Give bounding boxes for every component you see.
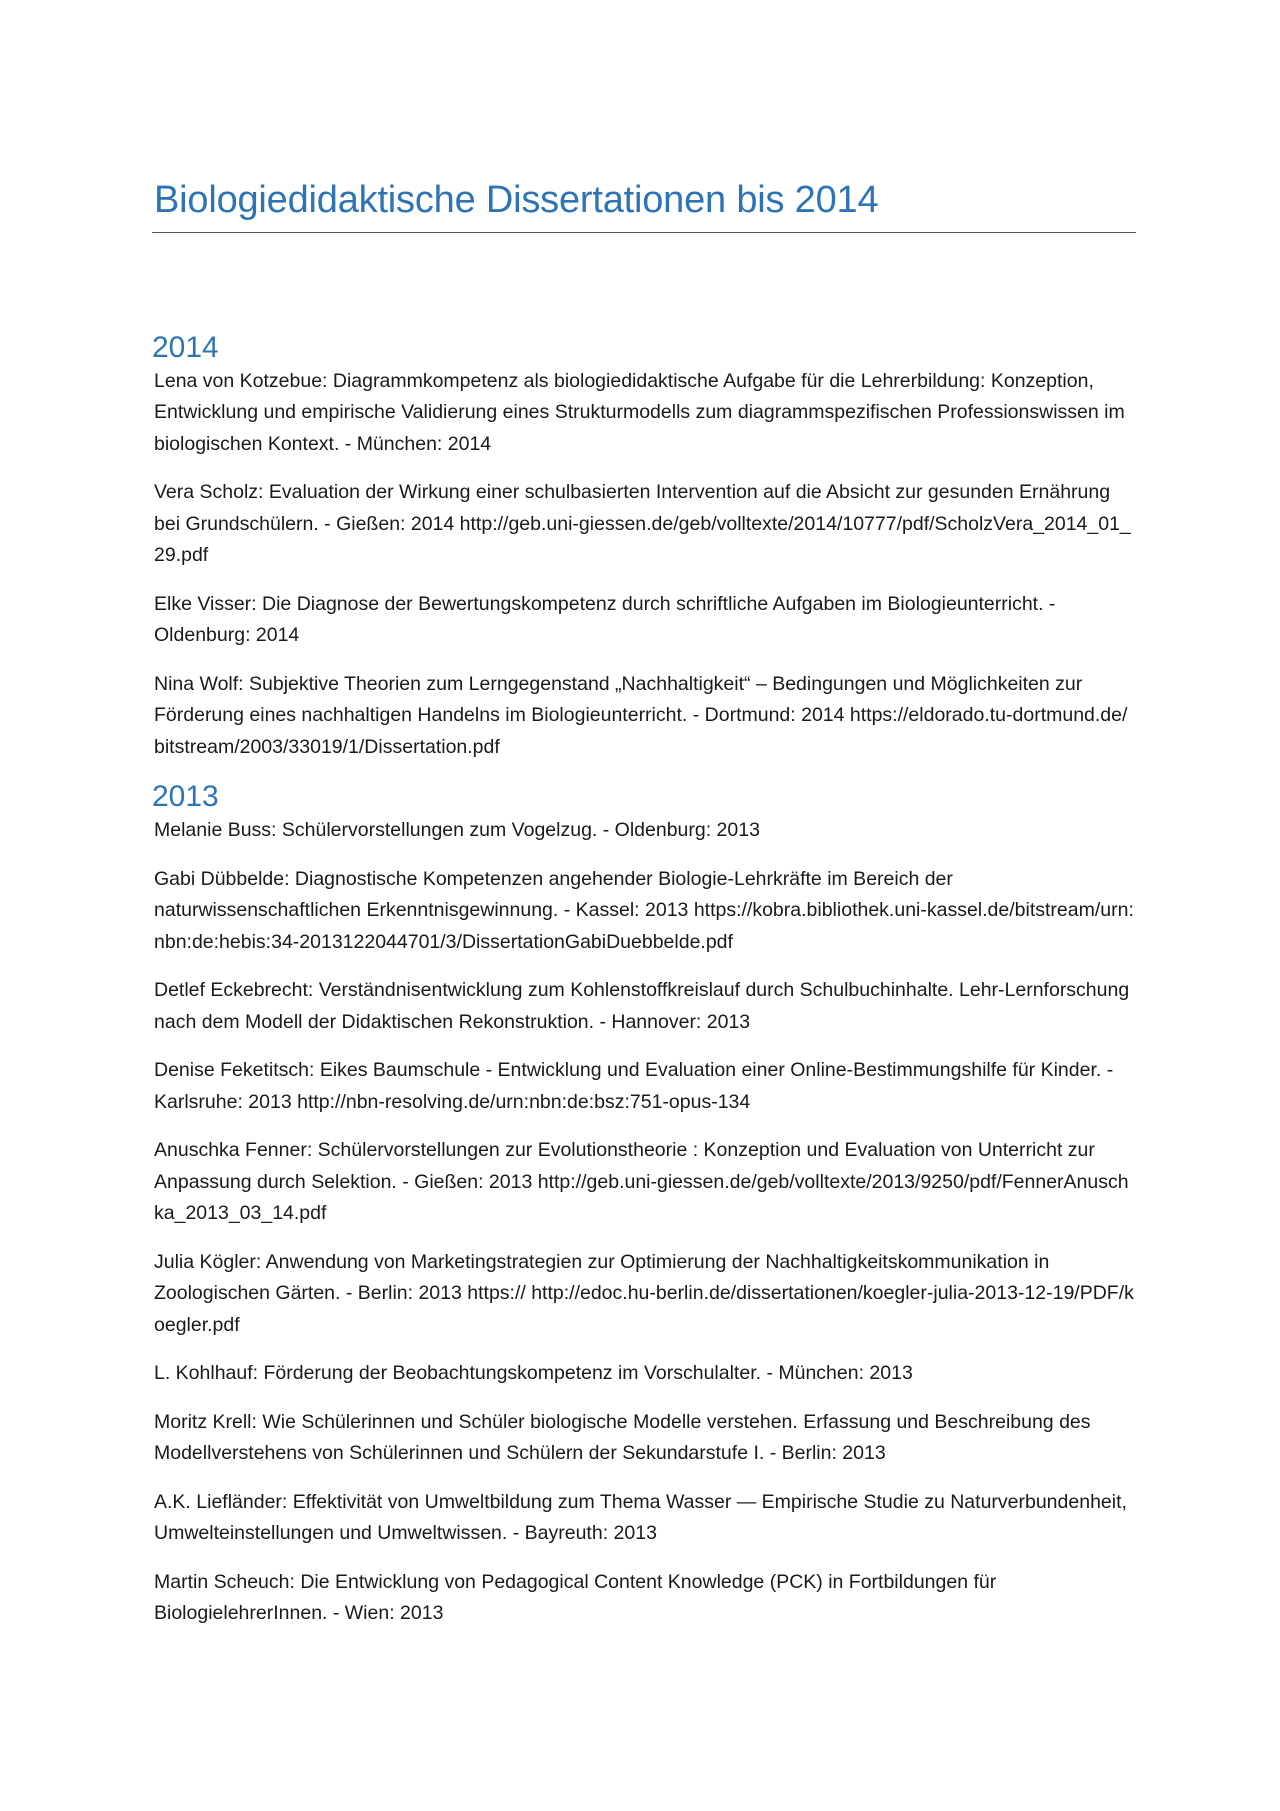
document-page <box>152 178 1136 1640</box>
title-underline <box>152 232 1136 233</box>
entry-link[interactable]: https:// http://edoc.hu-berlin.de/dissertationen/koegler-julia-2013-12-19/PDF/koegler.pdf <box>154 1282 1134 1336</box>
dissertation-entry <box>154 1567 1136 1630</box>
entry-citation: Anuschka Fenner: Schülervorstellungen zur Evolutionstheorie : Konzeption und Evaluation von Unterricht zur Anpassung durch Selektion. - Gießen: 2013 <box>154 1139 1095 1193</box>
entry-citation: Denise Feketitsch: Eikes Baumschule - Entwicklung und Evaluation einer Online-Bestimmungshilfe für Kinder. - Karlsruhe: 2013 <box>154 1059 1114 1113</box>
entry-link[interactable]: http://nbn-resolving.de/urn:nbn:de:bsz:751-opus-134 <box>297 1090 751 1113</box>
entry-citation: Vera Scholz: Evaluation der Wirkung einer schulbasierten Intervention auf die Absicht zur gesunden Ernährung bei Grundschülern. - Gießen: 2014 <box>154 481 1111 535</box>
dissertation-entry <box>154 975 1136 1038</box>
dissertation-entry <box>154 1358 1136 1390</box>
dissertation-entry <box>154 1247 1136 1342</box>
dissertation-entry <box>154 1135 1136 1230</box>
dissertation-entry <box>154 477 1136 572</box>
entry-citation: Gabi Dübbelde: Diagnostische Kompetenzen angehender Biologie-Lehrkräfte im Bereich der naturwissenschaftlichen Erkenntnisgewinnung. - Kassel: 2013 <box>154 867 953 922</box>
year-heading: 2013 <box>152 780 219 814</box>
entry-link[interactable]: https://kobra.bibliothek.uni-kassel.de/bitstream/urn:nbn:de:hebis:34-2013122044701/3/DissertationGabiDuebbelde.pdf <box>154 899 1134 953</box>
entry-link[interactable]: http://geb.uni-giessen.de/geb/volltexte/2014/10777/pdf/ScholzVera_2014_01_29.pdf <box>154 512 1131 567</box>
dissertation-entry <box>154 1407 1136 1470</box>
entry-link[interactable]: https://eldorado.tu-dortmund.de/bitstream/2003/33019/1/Dissertation.pdf <box>154 704 1128 758</box>
entry-citation: Julia Kögler: Anwendung von Marketingstrategien zur Optimierung der Nachhaltigkeitskommunikation in Zoologischen Gärten. - Berlin: 2013 <box>154 1250 1050 1305</box>
year-heading: 2014 <box>152 330 219 364</box>
entry-citation: Martin Scheuch: Die Entwicklung von Pedagogical Content Knowledge (PCK) in Fortbildungen für BiologielehrerInnen. - Wien: 2013 <box>154 1570 997 1625</box>
entry-citation: Detlef Eckebrecht: Verständnisentwicklung zum Kohlenstoffkreislauf durch Schulbuchinhalte. Lehr-Lernforschung nach dem Modell der Didaktischen Rekonstruktion. - Hannover: 2013 <box>154 979 1130 1033</box>
entry-citation: Elke Visser: Die Diagnose der Bewertungskompetenz durch schriftliche Aufgaben im Biologieunterricht. - Oldenburg: 2014 <box>154 592 1056 647</box>
dissertation-entry <box>154 1055 1136 1118</box>
dissertation-entry <box>154 1487 1136 1550</box>
dissertation-entry <box>154 815 1136 847</box>
dissertation-entry <box>154 864 1136 959</box>
section-2013 <box>152 779 1136 1630</box>
entry-citation: Melanie Buss: Schülervorstellungen zum Vogelzug. - Oldenburg: 2013 <box>154 819 760 842</box>
entry-citation: Moritz Krell: Wie Schülerinnen und Schüler biologische Modelle verstehen. Erfassung und Beschreibung des Modellverstehens von Schülerinnen und Schülern der Sekundarstufe I. - Berlin: 2013 <box>154 1410 1091 1465</box>
page-title: Biologiedidaktische Dissertationen bis 2014 <box>154 179 879 221</box>
entry-citation: Nina Wolf: Subjektive Theorien zum Lerngegenstand „Nachhaltigkeit“ – Bedingungen und Möglichkeiten zur Förderung eines nachhaltigen Handelns im Biologieunterricht. - Dortmund: 2014 <box>154 672 1083 727</box>
entry-citation: L. Kohlhauf: Förderung der Beobachtungskompetenz im Vorschulalter. - München: 2013 <box>154 1362 913 1385</box>
entry-link[interactable]: http://geb.uni-giessen.de/geb/volltexte/2013/9250/pdf/FennerAnuschka_2013_03_14.pdf <box>154 1170 1129 1225</box>
entry-citation: Lena von Kotzebue: Diagrammkompetenz als biologiedidaktische Aufgabe für die Lehrerbildung: Konzeption, Entwicklung und empirische Validierung eines Strukturmodells zum diagrammspezifischen Professionswissen im biologischen Kontext. - München: 2014 <box>154 369 1125 455</box>
entry-citation: A.K. Liefländer: Effektivität von Umweltbildung zum Thema Wasser — Empirische Studie zu Naturverbundenheit, Umwelteinstellungen und Umweltwissen. - Bayreuth: 2013 <box>154 1490 1127 1545</box>
dissertation-entry <box>154 589 1136 652</box>
dissertation-entry <box>154 366 1136 461</box>
dissertation-entry <box>154 669 1136 764</box>
section-2014 <box>152 330 1136 764</box>
